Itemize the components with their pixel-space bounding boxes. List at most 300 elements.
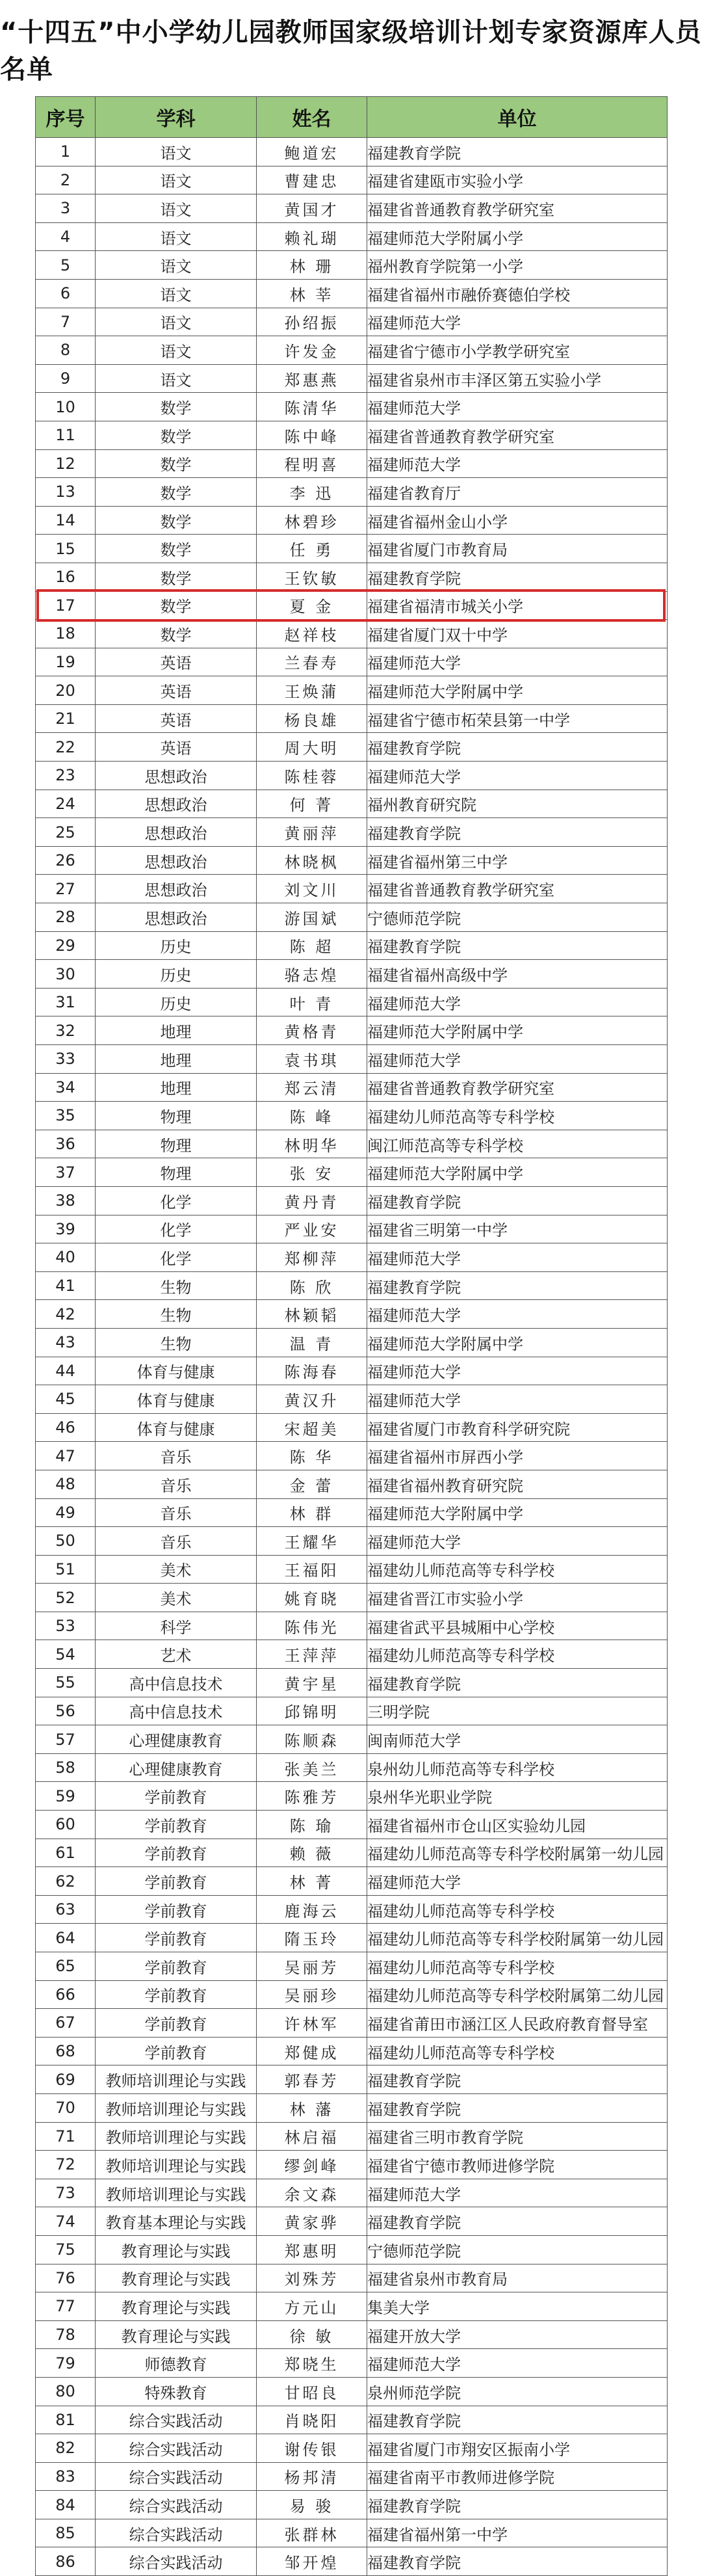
cell-unit: 福建开放大学	[367, 2320, 668, 2349]
cell-name: 黄国才	[257, 194, 367, 223]
cell-index: 72	[36, 2151, 96, 2179]
table-row	[36, 676, 668, 705]
cell-index: 54	[36, 1640, 96, 1669]
cell-unit: 福建省福州第一中学	[367, 2519, 668, 2547]
table-row	[36, 1186, 668, 1215]
cell-index: 14	[36, 506, 96, 535]
cell-index: 78	[36, 2320, 96, 2349]
cell-unit: 福建教育学院	[367, 733, 668, 762]
cell-unit: 福建幼儿师范高等专科学校	[367, 1102, 668, 1130]
table-row	[36, 2179, 668, 2207]
table-row	[36, 1669, 668, 1697]
cell-unit: 福建师范大学	[367, 2179, 668, 2207]
cell-unit: 泉州师范学院	[367, 2377, 668, 2406]
cell-name: 肖晓阳	[257, 2406, 367, 2434]
cell-index: 70	[36, 2093, 96, 2122]
cell-index: 16	[36, 563, 96, 591]
cell-name: 姚育晓	[257, 1584, 367, 1612]
cell-unit: 福建教育学院	[367, 2491, 668, 2519]
cell-index: 37	[36, 1158, 96, 1187]
cell-unit: 福建幼儿师范高等专科学校附属第一幼儿园	[367, 1839, 668, 1867]
table-row	[36, 903, 668, 932]
cell-subject: 教育理论与实践	[96, 2264, 257, 2292]
cell-subject: 美术	[96, 1555, 257, 1584]
table-row	[36, 1328, 668, 1357]
table-row	[36, 1158, 668, 1187]
cell-name: 郑惠明	[257, 2235, 367, 2264]
cell-unit: 福建省普通教育教学研究室	[367, 875, 668, 903]
cell-unit: 福建省福州高级中学	[367, 960, 668, 989]
cell-index: 21	[36, 704, 96, 733]
cell-name: 易 骏	[257, 2491, 367, 2519]
cell-subject: 物理	[96, 1130, 257, 1158]
cell-unit: 宁德师范学院	[367, 2235, 668, 2264]
cell-subject: 语文	[96, 251, 257, 280]
cell-subject: 生物	[96, 1328, 257, 1357]
cell-index: 51	[36, 1555, 96, 1584]
cell-name: 林 菁	[257, 1867, 367, 1896]
table-row	[36, 2349, 668, 2378]
table-row	[36, 2235, 668, 2264]
cell-unit: 福建省厦门双十中学	[367, 620, 668, 648]
table-row	[36, 790, 668, 818]
cell-subject: 体育与健康	[96, 1413, 257, 1442]
cell-name: 温 青	[257, 1328, 367, 1357]
cell-name: 杨良雄	[257, 704, 367, 733]
cell-subject: 语文	[96, 364, 257, 393]
cell-unit: 福建省福州第三中学	[367, 846, 668, 875]
cell-index: 57	[36, 1725, 96, 1754]
cell-index: 86	[36, 2547, 96, 2576]
cell-subject: 音乐	[96, 1498, 257, 1527]
cell-name: 林晓枫	[257, 846, 367, 875]
table-row	[36, 336, 668, 365]
cell-subject: 学前教育	[96, 1867, 257, 1896]
cell-subject: 地理	[96, 1016, 257, 1045]
cell-name: 余文森	[257, 2179, 367, 2207]
cell-name: 郑健成	[257, 2037, 367, 2065]
cell-name: 杨邦清	[257, 2462, 367, 2491]
cell-name: 陈海春	[257, 1357, 367, 1385]
cell-index: 28	[36, 903, 96, 932]
cell-index: 68	[36, 2037, 96, 2065]
cell-unit: 福建幼儿师范高等专科学校	[367, 2037, 668, 2065]
cell-name: 李 迅	[257, 478, 367, 507]
cell-subject: 生物	[96, 1300, 257, 1329]
cell-subject: 物理	[96, 1158, 257, 1187]
table-row	[36, 1357, 668, 1385]
cell-unit: 福建省厦门市教育局	[367, 535, 668, 563]
cell-unit: 福建省普通教育教学研究室	[367, 421, 668, 449]
cell-index: 30	[36, 960, 96, 989]
cell-name: 陈顺森	[257, 1725, 367, 1754]
cell-name: 林碧珍	[257, 506, 367, 535]
table-row	[36, 1753, 668, 1782]
table-row	[36, 620, 668, 648]
cell-subject: 体育与健康	[96, 1357, 257, 1385]
cell-name: 缪剑峰	[257, 2151, 367, 2179]
cell-name: 何 菁	[257, 790, 367, 818]
cell-unit: 福建省建瓯市实验小学	[367, 166, 668, 194]
cell-subject: 学前教育	[96, 1839, 257, 1867]
cell-index: 19	[36, 648, 96, 676]
table-row	[36, 2151, 668, 2179]
table-row	[36, 2037, 668, 2065]
cell-index: 40	[36, 1243, 96, 1272]
cell-index: 1	[36, 138, 96, 166]
cell-name: 林 珊	[257, 251, 367, 280]
cell-subject: 综合实践活动	[96, 2547, 257, 2576]
cell-subject: 综合实践活动	[96, 2462, 257, 2491]
cell-unit: 福建教育学院	[367, 1669, 668, 1697]
cell-subject: 数学	[96, 506, 257, 535]
table-row	[36, 1215, 668, 1243]
table-row	[36, 194, 668, 223]
cell-index: 47	[36, 1442, 96, 1470]
cell-index: 45	[36, 1385, 96, 1414]
cell-index: 23	[36, 762, 96, 790]
cell-name: 张群林	[257, 2519, 367, 2547]
cell-index: 10	[36, 393, 96, 421]
cell-subject: 特殊教育	[96, 2377, 257, 2406]
table-row	[36, 279, 668, 308]
cell-subject: 思想政治	[96, 903, 257, 932]
table-row	[36, 1811, 668, 1839]
cell-index: 58	[36, 1753, 96, 1782]
cell-name: 程明喜	[257, 449, 367, 478]
cell-subject: 语文	[96, 222, 257, 251]
cell-subject: 思想政治	[96, 790, 257, 818]
cell-index: 12	[36, 449, 96, 478]
table-row	[36, 1924, 668, 1952]
cell-subject: 教师培训理论与实践	[96, 2122, 257, 2151]
cell-subject: 化学	[96, 1243, 257, 1272]
cell-unit: 福建教育学院	[367, 2207, 668, 2236]
cell-index: 67	[36, 2009, 96, 2038]
table-row	[36, 1612, 668, 1640]
table-row	[36, 2434, 668, 2463]
table-row	[36, 1839, 668, 1867]
cell-index: 74	[36, 2207, 96, 2236]
table-body	[36, 138, 668, 2576]
table-row	[36, 1867, 668, 1896]
table-row	[36, 2406, 668, 2434]
table-row	[36, 2122, 668, 2151]
cell-unit: 福建幼儿师范高等专科学校附属第一幼儿园	[367, 1924, 668, 1952]
cell-unit: 集美大学	[367, 2292, 668, 2321]
cell-name: 曹建忠	[257, 166, 367, 194]
cell-name: 郑惠燕	[257, 364, 367, 393]
cell-index: 56	[36, 1697, 96, 1725]
header-unit: 单位	[367, 97, 668, 138]
cell-subject: 学前教育	[96, 1895, 257, 1924]
cell-index: 43	[36, 1328, 96, 1357]
cell-index: 81	[36, 2406, 96, 2434]
cell-name: 陈 超	[257, 931, 367, 960]
cell-subject: 美术	[96, 1584, 257, 1612]
cell-subject: 地理	[96, 1045, 257, 1074]
cell-subject: 综合实践活动	[96, 2519, 257, 2547]
cell-index: 31	[36, 988, 96, 1016]
cell-unit: 福建师范大学	[367, 1300, 668, 1329]
cell-unit: 福建省厦门市翔安区振南小学	[367, 2434, 668, 2463]
cell-name: 袁书琪	[257, 1045, 367, 1074]
cell-index: 66	[36, 1980, 96, 2009]
cell-name: 严业安	[257, 1215, 367, 1243]
cell-unit: 福建幼儿师范高等专科学校	[367, 1895, 668, 1924]
cell-index: 79	[36, 2349, 96, 2378]
cell-unit: 福建教育学院	[367, 563, 668, 591]
cell-unit: 福建师范大学	[367, 2349, 668, 2378]
table-row	[36, 1385, 668, 1414]
cell-index: 53	[36, 1612, 96, 1640]
cell-index: 50	[36, 1527, 96, 1556]
cell-name: 王萍萍	[257, 1640, 367, 1669]
cell-index: 76	[36, 2264, 96, 2292]
cell-index: 35	[36, 1102, 96, 1130]
cell-subject: 语文	[96, 138, 257, 166]
cell-subject: 思想政治	[96, 875, 257, 903]
cell-index: 11	[36, 421, 96, 449]
cell-unit: 福建师范大学附属中学	[367, 1328, 668, 1357]
cell-index: 25	[36, 818, 96, 847]
cell-subject: 语文	[96, 308, 257, 336]
cell-name: 邱锦明	[257, 1697, 367, 1725]
table-row	[36, 2547, 668, 2576]
cell-name: 陈桂蓉	[257, 762, 367, 790]
cell-name: 骆志煌	[257, 960, 367, 989]
table-row	[36, 1470, 668, 1498]
table-row	[36, 2462, 668, 2491]
table-row	[36, 478, 668, 507]
cell-name: 吴丽珍	[257, 1980, 367, 2009]
table-row	[36, 1102, 668, 1130]
cell-name: 陈雅芳	[257, 1782, 367, 1811]
table-row	[36, 846, 668, 875]
cell-name: 黄家骅	[257, 2207, 367, 2236]
table-row	[36, 2009, 668, 2038]
cell-index: 49	[36, 1498, 96, 1527]
table-row	[36, 960, 668, 989]
table-row	[36, 1243, 668, 1272]
cell-subject: 历史	[96, 988, 257, 1016]
cell-name: 黄丽萍	[257, 818, 367, 847]
cell-name: 陈中峰	[257, 421, 367, 449]
cell-subject: 英语	[96, 704, 257, 733]
table-row	[36, 1952, 668, 1981]
cell-index: 71	[36, 2122, 96, 2151]
cell-subject: 音乐	[96, 1470, 257, 1498]
cell-name: 王钦敏	[257, 563, 367, 591]
table-row	[36, 421, 668, 449]
cell-index: 80	[36, 2377, 96, 2406]
table-header-row	[36, 97, 668, 138]
cell-name: 郑柳萍	[257, 1243, 367, 1272]
cell-subject: 师德教育	[96, 2349, 257, 2378]
cell-name: 宋超美	[257, 1413, 367, 1442]
cell-index: 2	[36, 166, 96, 194]
cell-unit: 福建师范大学	[367, 988, 668, 1016]
cell-unit: 福建省南平市教师进修学院	[367, 2462, 668, 2491]
cell-name: 任 勇	[257, 535, 367, 563]
cell-name: 夏 金	[257, 591, 367, 620]
cell-subject: 地理	[96, 1073, 257, 1102]
cell-subject: 语文	[96, 166, 257, 194]
cell-unit: 福建省泉州市丰泽区第五实验小学	[367, 364, 668, 393]
cell-name: 林启福	[257, 2122, 367, 2151]
cell-name: 黄汉升	[257, 1385, 367, 1414]
cell-subject: 高中信息技术	[96, 1697, 257, 1725]
cell-subject: 教师培训理论与实践	[96, 2151, 257, 2179]
cell-unit: 福建师范大学	[367, 1867, 668, 1896]
cell-unit: 福建省教育厅	[367, 478, 668, 507]
cell-subject: 语文	[96, 336, 257, 365]
cell-index: 82	[36, 2434, 96, 2463]
cell-index: 17	[36, 591, 96, 620]
cell-index: 85	[36, 2519, 96, 2547]
cell-index: 60	[36, 1811, 96, 1839]
cell-name: 黄宇星	[257, 1669, 367, 1697]
cell-subject: 化学	[96, 1215, 257, 1243]
cell-name: 游国斌	[257, 903, 367, 932]
cell-index: 27	[36, 875, 96, 903]
table-row	[36, 988, 668, 1016]
cell-unit: 福建省福州市融侨赛德伯学校	[367, 279, 668, 308]
cell-unit: 福建师范大学	[367, 762, 668, 790]
table-row	[36, 2377, 668, 2406]
cell-unit: 福建省福清市城关小学	[367, 591, 668, 620]
cell-subject: 高中信息技术	[96, 1669, 257, 1697]
cell-unit: 福建教育学院	[367, 138, 668, 166]
cell-subject: 学前教育	[96, 2009, 257, 2038]
cell-name: 王耀华	[257, 1527, 367, 1556]
table-row	[36, 166, 668, 194]
header-subject: 学科	[96, 97, 257, 138]
cell-unit: 福建师范大学	[367, 1045, 668, 1074]
cell-index: 33	[36, 1045, 96, 1074]
cell-unit: 福建师范大学附属中学	[367, 676, 668, 705]
cell-unit: 福建幼儿师范高等专科学校	[367, 1555, 668, 1584]
table-row	[36, 449, 668, 478]
cell-name: 陈清华	[257, 393, 367, 421]
cell-unit: 福建师范大学	[367, 308, 668, 336]
cell-unit: 福建师范大学	[367, 449, 668, 478]
cell-index: 61	[36, 1839, 96, 1867]
table-row	[36, 2065, 668, 2094]
cell-name: 林 莘	[257, 279, 367, 308]
cell-subject: 数学	[96, 393, 257, 421]
cell-subject: 教师培训理论与实践	[96, 2065, 257, 2094]
cell-unit: 泉州幼儿师范高等专科学校	[367, 1753, 668, 1782]
cell-name: 吴丽芳	[257, 1952, 367, 1981]
cell-name: 郑云清	[257, 1073, 367, 1102]
table-row	[36, 1980, 668, 2009]
cell-name: 孙绍振	[257, 308, 367, 336]
cell-index: 48	[36, 1470, 96, 1498]
cell-name: 甘昭良	[257, 2377, 367, 2406]
cell-unit: 福建省福州市仓山区实验幼儿园	[367, 1811, 668, 1839]
cell-name: 赵祥枝	[257, 620, 367, 648]
cell-unit: 福建教育学院	[367, 818, 668, 847]
cell-index: 18	[36, 620, 96, 648]
table-row	[36, 704, 668, 733]
table-row	[36, 1073, 668, 1102]
cell-unit: 闽江师范高等专科学校	[367, 1130, 668, 1158]
table-row	[36, 648, 668, 676]
cell-index: 63	[36, 1895, 96, 1924]
cell-unit: 宁德师范学院	[367, 903, 668, 932]
cell-name: 陈 峰	[257, 1102, 367, 1130]
cell-name: 林颖韬	[257, 1300, 367, 1329]
cell-index: 29	[36, 931, 96, 960]
cell-subject: 音乐	[96, 1442, 257, 1470]
cell-name: 兰春寿	[257, 648, 367, 676]
cell-index: 41	[36, 1271, 96, 1300]
cell-name: 陈 瑜	[257, 1811, 367, 1839]
cell-unit: 福建幼儿师范高等专科学校	[367, 1640, 668, 1669]
cell-unit: 福建省普通教育教学研究室	[367, 194, 668, 223]
cell-subject: 科学	[96, 1612, 257, 1640]
table-row	[36, 2320, 668, 2349]
cell-unit: 福建幼儿师范高等专科学校附属第二幼儿园	[367, 1980, 668, 2009]
cell-unit: 福建教育学院	[367, 2406, 668, 2434]
cell-index: 75	[36, 2235, 96, 2264]
cell-index: 84	[36, 2491, 96, 2519]
cell-subject: 历史	[96, 960, 257, 989]
cell-subject: 教育基本理论与实践	[96, 2207, 257, 2236]
table-row	[36, 138, 668, 166]
cell-unit: 福建省福州市屏西小学	[367, 1442, 668, 1470]
table-row	[36, 1271, 668, 1300]
cell-index: 34	[36, 1073, 96, 1102]
cell-index: 36	[36, 1130, 96, 1158]
cell-index: 3	[36, 194, 96, 223]
cell-unit: 福建师范大学	[367, 1243, 668, 1272]
cell-name: 叶 青	[257, 988, 367, 1016]
cell-name: 许发金	[257, 336, 367, 365]
table-row	[36, 875, 668, 903]
cell-name: 刘殊芳	[257, 2264, 367, 2292]
cell-name: 郑晓生	[257, 2349, 367, 2378]
table-row	[36, 1584, 668, 1612]
cell-name: 张 安	[257, 1158, 367, 1187]
cell-subject: 教育理论与实践	[96, 2292, 257, 2321]
cell-unit: 福建省福州教育研究院	[367, 1470, 668, 1498]
table-row	[36, 1045, 668, 1074]
table-row	[36, 1413, 668, 1442]
cell-unit: 福建省三明市教育学院	[367, 2122, 668, 2151]
cell-subject: 数学	[96, 421, 257, 449]
cell-name: 方元山	[257, 2292, 367, 2321]
table-row	[36, 563, 668, 591]
cell-index: 26	[36, 846, 96, 875]
cell-subject: 教育理论与实践	[96, 2320, 257, 2349]
cell-unit: 福建省厦门市教育科学研究院	[367, 1413, 668, 1442]
cell-index: 20	[36, 676, 96, 705]
cell-subject: 学前教育	[96, 1980, 257, 2009]
cell-unit: 福建师范大学	[367, 1385, 668, 1414]
cell-subject: 英语	[96, 676, 257, 705]
cell-subject: 数学	[96, 563, 257, 591]
cell-unit: 福州教育研究院	[367, 790, 668, 818]
cell-index: 38	[36, 1186, 96, 1215]
cell-name: 陈 欣	[257, 1271, 367, 1300]
cell-subject: 综合实践活动	[96, 2491, 257, 2519]
table-row	[36, 2264, 668, 2292]
table-row	[36, 733, 668, 762]
cell-unit: 福建教育学院	[367, 2093, 668, 2122]
cell-subject: 英语	[96, 648, 257, 676]
